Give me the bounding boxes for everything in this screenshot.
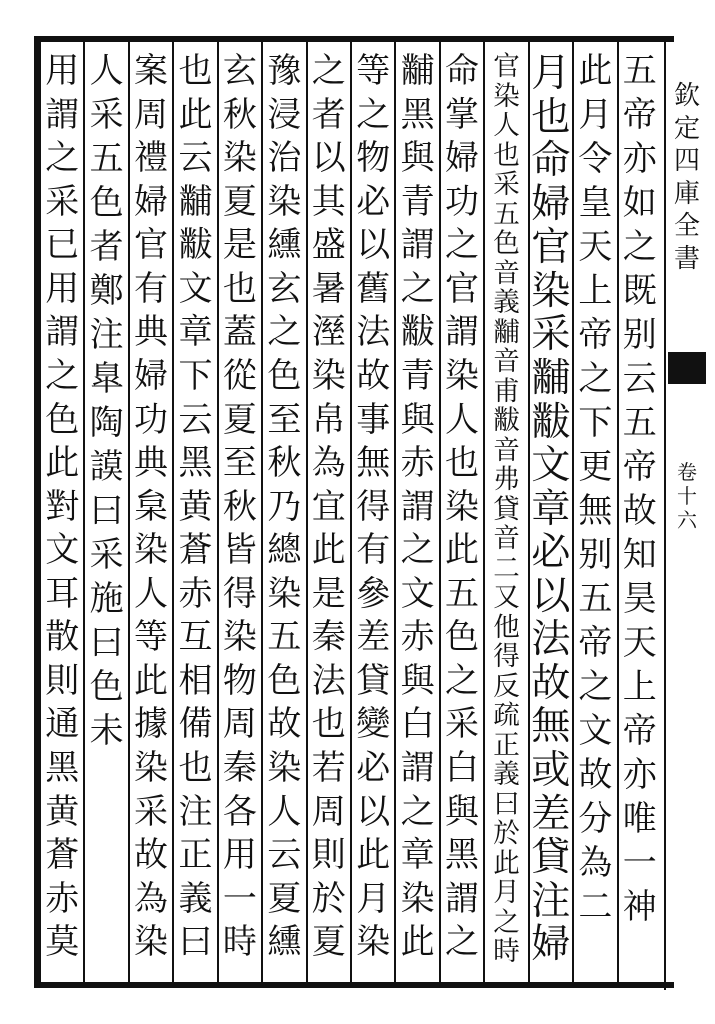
text-column: 五 帝 亦 如 之 既 别 云 五 帝 故 知 昊 天 上 帝 亦 唯 一 神 [622, 51, 657, 927]
text-column: 官 染 人 也 采 五 色 音 義 黼 音 甫 黻 音 弗 貸 音 二 又 他 得 反 疏 正 義 曰 於 此 月 之 時 [493, 51, 520, 968]
fishtail-mark [668, 352, 706, 384]
text-column: 之 者 以 其 盛 暑 溼 染 帛 為 宜 此 是 秦 法 也 若 周 則 於 夏 [311, 51, 346, 963]
text-column: 人 采 五 色 者 鄭 注 臯 陶 謨 曰 采 施 曰 色 未 [89, 51, 124, 751]
text-column: 也 此 云 黼 黻 文 章 下 云 黑 黄 蒼 赤 互 相 備 也 注 正 義 曰 [178, 51, 213, 963]
column-rule [39, 42, 41, 982]
text-column: 命 掌 婦 功 之 官 謂 染 人 也 染 此 五 色 之 采 白 與 黑 謂 之 [445, 51, 480, 963]
volume-number: 卷 十 六 [677, 460, 697, 532]
margin-strip [664, 40, 708, 990]
text-column: 豫 浸 治 染 纁 玄 之 色 至 秋 乃 總 染 五 色 故 染 人 云 夏 纁 [267, 51, 302, 963]
text-column: 等 之 物 必 以 舊 法 故 事 無 得 有 參 差 貸 變 必 以 此 月 染 [356, 51, 391, 963]
text-column: 此 月 令 皇 天 上 帝 之 下 更 無 别 五 帝 之 文 故 分 為 二 [578, 51, 613, 927]
text-column: 用 謂 之 采 已 用 謂 之 色 此 對 文 耳 散 則 通 黑 黄 蒼 赤 莫 [45, 51, 80, 963]
text-column: 黼 黑 與 青 謂 之 黻 青 與 赤 謂 之 文 赤 與 白 謂 之 章 染 此 [400, 51, 435, 963]
book-title: 欽 定 四 庫 全 書 [673, 81, 700, 274]
text-column: 月 也 命 婦 官 染 采 黼 黻 文 章 必 以 法 故 無 或 差 貸 注 婦 [531, 51, 571, 968]
text-column: 案 周 禮 婦 官 有 典 婦 功 典 枲 染 人 等 此 據 染 采 故 為 染 [134, 51, 169, 963]
text-column: 玄 秋 染 夏 是 也 蓋 從 夏 至 秋 皆 得 染 物 周 秦 各 用 一 時 [222, 51, 257, 963]
